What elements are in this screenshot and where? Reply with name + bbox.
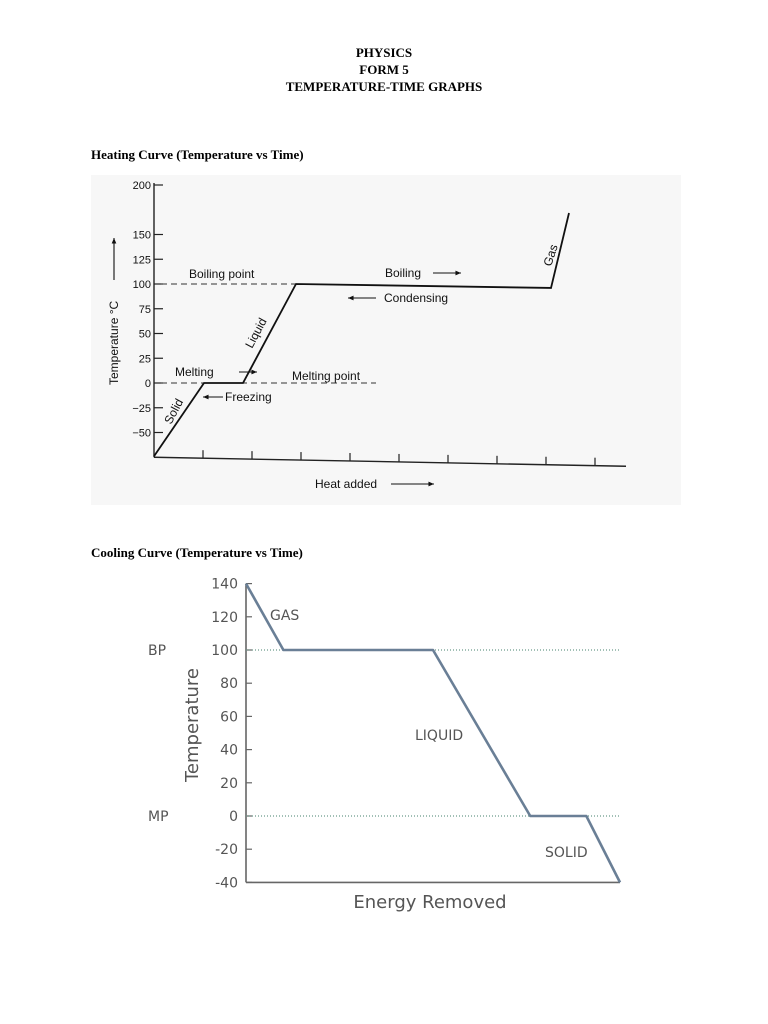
title-topic: TEMPERATURE-TIME GRAPHS (285, 79, 483, 94)
liquid-label: Liquid (242, 315, 270, 351)
y-tick-label: −50 (132, 427, 151, 440)
x-axis (154, 457, 626, 466)
temperature-arrow-head (112, 238, 117, 244)
boiling-point-label: Boiling point (189, 267, 255, 281)
heat-added-arrow-head (428, 482, 434, 487)
y-tick-label: -40 (215, 875, 238, 892)
freezing-label: Freezing (225, 390, 272, 404)
heating-curve-heading: Heating Curve (Temperature vs Time) (91, 147, 304, 162)
y-axis-label: Temperature °C (107, 300, 121, 385)
y-tick-label: −25 (132, 402, 151, 415)
y-tick-label: 100 (132, 279, 151, 291)
melting-arrow-head (251, 370, 257, 375)
boiling-arrow-head (455, 271, 461, 276)
y-tick-label: 200 (132, 180, 151, 192)
title-form: FORM 5 (359, 62, 409, 77)
y-tick-label: 75 (138, 303, 151, 316)
condensing-label: Condensing (384, 291, 449, 305)
y-tick-label: 60 (220, 709, 238, 726)
y-tick-label: 140 (211, 576, 238, 593)
melting-point-label: Melting point (292, 369, 361, 383)
y-tick-label: 0 (144, 378, 151, 390)
freezing-arrow-head (203, 395, 209, 400)
x-axis-label: Heat added (315, 477, 378, 491)
solid-label: SOLID (545, 845, 588, 861)
y-tick-label: 150 (132, 229, 151, 242)
y-tick-label: 100 (211, 643, 238, 659)
document-title (0, 44, 768, 95)
y-tick-label: 120 (211, 609, 238, 626)
mp-label: MP (148, 809, 169, 825)
y-tick-label: 0 (229, 809, 238, 825)
y-axis-label: Temperature (182, 667, 203, 783)
y-tick-label: 25 (138, 353, 151, 366)
title-subject: PHYSICS (355, 45, 413, 60)
y-tick-label: 125 (132, 254, 151, 267)
cooling-curve-chart (130, 570, 640, 920)
heating-curve-chart (91, 175, 681, 505)
liquid-label: LIQUID (415, 728, 464, 744)
gas-label: Gas (540, 242, 561, 268)
boiling-label: Boiling (385, 266, 422, 280)
solid-label: Solid (161, 396, 187, 427)
y-tick-label: 50 (138, 328, 151, 341)
y-tick-label: 40 (220, 742, 238, 759)
y-tick-label: -20 (215, 842, 238, 859)
x-axis-label: Energy Removed (353, 892, 507, 913)
y-tick-label: 80 (220, 676, 238, 693)
melting-label: Melting (175, 365, 214, 379)
gas-label: GAS (270, 608, 300, 624)
condensing-arrow-head (348, 296, 354, 301)
bp-label: BP (148, 643, 167, 659)
cooling-curve-heading: Cooling Curve (Temperature vs Time) (91, 545, 303, 560)
heating-curve-line (154, 213, 569, 456)
y-tick-label: 20 (220, 775, 238, 792)
